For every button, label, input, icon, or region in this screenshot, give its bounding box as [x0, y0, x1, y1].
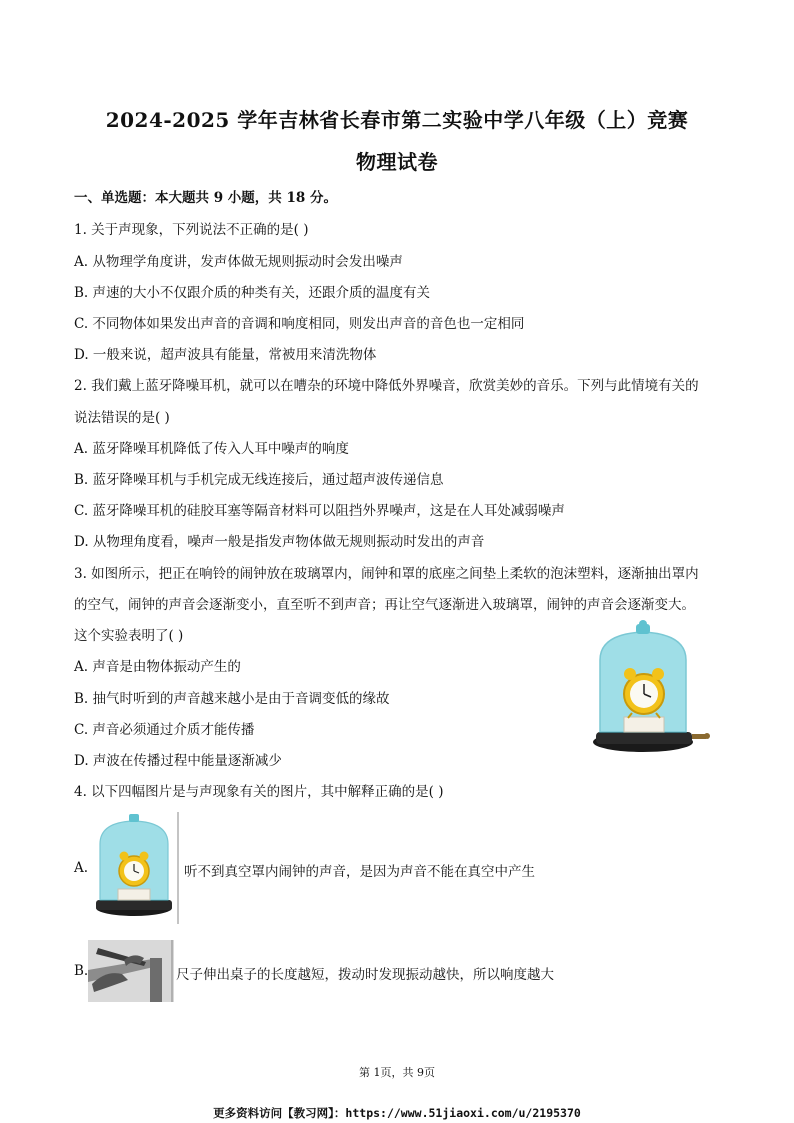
q4-stem: 4. 以下四幅图片是与声现象有关的图片，其中解释正确的是( ): [74, 784, 444, 800]
q4-option-a-image: [90, 812, 182, 924]
section-heading: 一、单选题：本大题共 9 小题，共 18 分。: [74, 190, 337, 206]
exam-title-line1: 2024-2025 学年吉林省长春市第二实验中学八年级（上）竞赛: [105, 108, 689, 132]
bell-jar-figure: [588, 620, 712, 760]
q3-stem-line3: 这个实验表明了( ): [74, 628, 184, 644]
q3-stem-line1: 3. 如图所示，把正在响铃的闹钟放在玻璃罩内，闹钟和罩的底座之间垫上柔软的泡沫塑料，逐渐抽出罩内: [74, 566, 699, 582]
q2-option-d: D. 从物理角度看，噪声一般是指发声物体做无规则振动时发出的声音: [74, 534, 485, 550]
q3-option-a: A. 声音是由物体振动产生的: [74, 659, 241, 675]
source-link[interactable]: 更多资料访问【教习网】：https://www.51jiaoxi.com/u/2195370: [213, 1106, 581, 1120]
bell-jar-small-illustration: [90, 812, 182, 924]
q3-option-c: C. 声音必须通过介质才能传播: [74, 722, 255, 738]
q4-option-b-image: [88, 940, 174, 1002]
q1-option-a: A. 从物理学角度讲，发声体做无规则振动时会发出噪声: [74, 254, 403, 270]
q3-option-b: B. 抽气时听到的声音越来越小是由于音调变低的缘故: [74, 691, 390, 707]
q1-option-b: B. 声速的大小不仅跟介质的种类有关，还跟介质的温度有关: [74, 285, 431, 301]
q4-option-b-text: 尺子伸出桌子的长度越短，拨动时发现振动越快，所以响度越大: [176, 967, 554, 983]
q1-option-d: D. 一般来说，超声波具有能量，常被用来清洗物体: [74, 347, 377, 363]
q3-option-d: D. 声波在传播过程中能量逐渐减少: [74, 753, 282, 769]
q2-stem-line1: 2. 我们戴上蓝牙降噪耳机，就可以在嘈杂的环境中降低外界噪音，欣赏美妙的音乐。下列与此情境有关的: [74, 378, 699, 394]
q1-option-c: C. 不同物体如果发出声音的音调和响度相同，则发出声音的音色也一定相同: [74, 316, 525, 332]
q2-stem-line2: 说法错误的是( ): [74, 410, 170, 426]
ruler-on-desk-illustration: [88, 940, 174, 1002]
q1-stem: 1. 关于声现象，下列说法不正确的是( ): [74, 222, 309, 238]
q2-option-a: A. 蓝牙降噪耳机降低了传入人耳中噪声的响度: [74, 441, 349, 457]
bell-jar-illustration: [588, 620, 712, 760]
q4-option-a-text: 听不到真空罩内闹钟的声音，是因为声音不能在真空中产生: [184, 864, 535, 880]
q4-option-a-label: A.: [74, 860, 89, 876]
page-footer: 第 1页，共 9页: [359, 1066, 435, 1079]
q3-stem-line2: 的空气，闹钟的声音会逐渐变小，直至听不到声音；再让空气逐渐进入玻璃罩，闹钟的声音会逐渐变大。: [74, 597, 695, 613]
exam-title-line2: 物理试卷: [356, 150, 438, 174]
q2-option-c: C. 蓝牙降噪耳机的硅胶耳塞等隔音材料可以阻挡外界噪声，这是在人耳处减弱噪声: [74, 503, 565, 519]
q4-option-b-label: B.: [74, 963, 89, 979]
q2-option-b: B. 蓝牙降噪耳机与手机完成无线连接后，通过超声波传递信息: [74, 472, 444, 488]
